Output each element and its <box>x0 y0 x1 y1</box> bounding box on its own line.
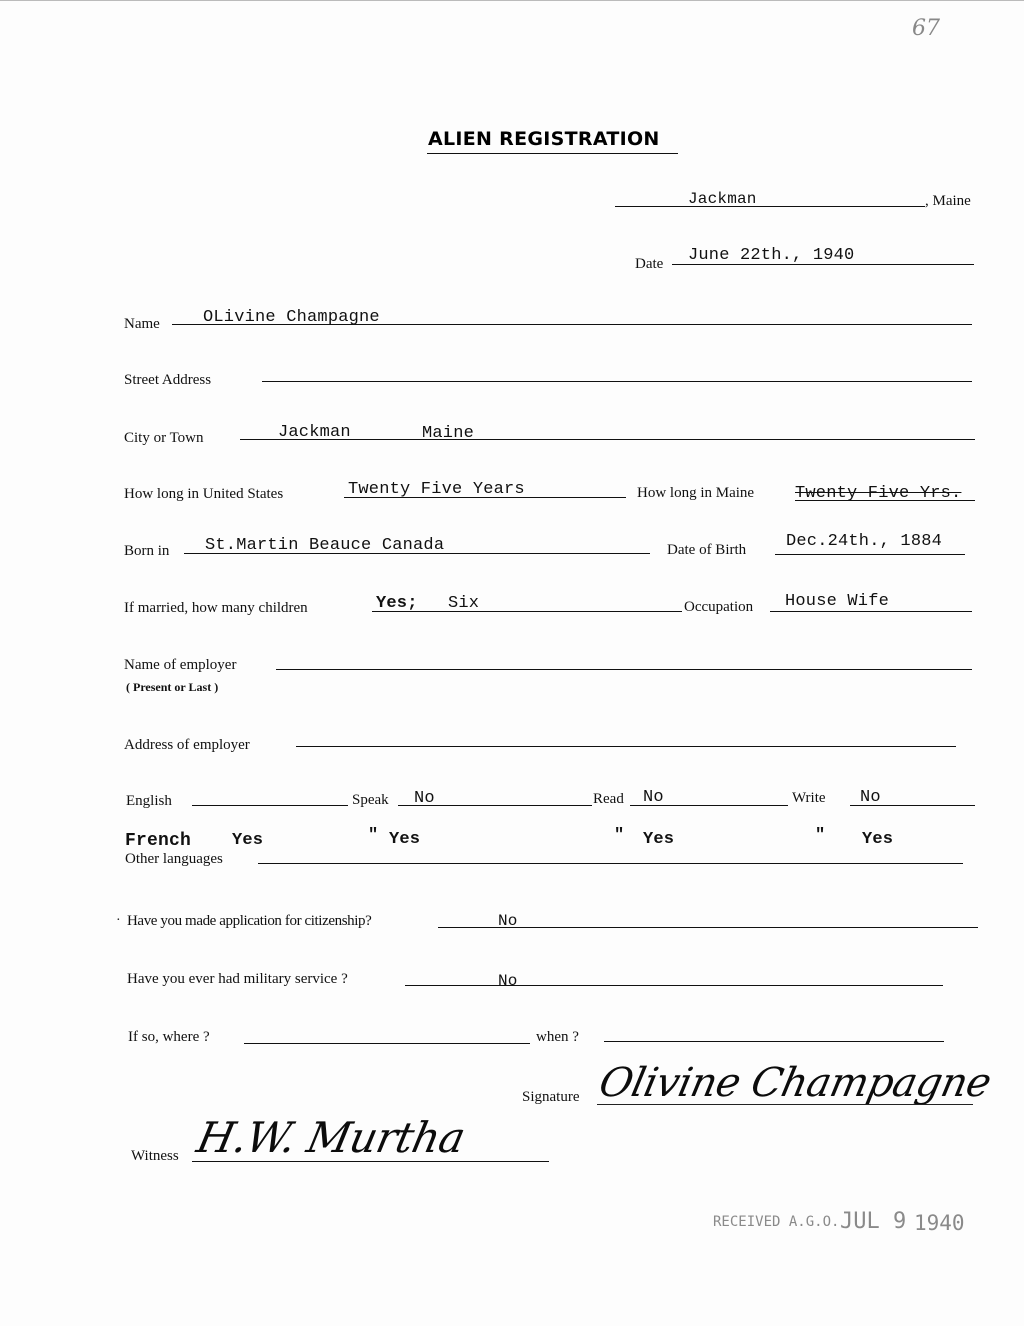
born-in-line <box>184 553 650 554</box>
employer-address-label: Address of employer <box>124 737 250 753</box>
employer-name-label: Name of employer <box>124 657 237 673</box>
born-in-label: Born in <box>124 543 170 559</box>
military-line <box>405 985 943 986</box>
witness-line <box>192 1161 549 1162</box>
how-long-us-value: Twenty Five Years <box>348 480 525 499</box>
when-line <box>604 1041 944 1042</box>
how-long-us-line <box>344 497 626 498</box>
date-of-birth-label: Date of Birth <box>667 542 747 558</box>
signature-value: Olivine Champagne <box>595 1060 995 1106</box>
employer-address-line <box>296 746 956 747</box>
read-line <box>630 805 788 806</box>
married-yes-value: Yes; <box>376 594 418 613</box>
location-state-label: , Maine <box>925 193 971 209</box>
french-speak-ditto: " <box>368 826 379 845</box>
english-speak-value: No <box>414 789 435 808</box>
military-value: No <box>498 972 518 990</box>
date-of-birth-value: Dec.24th., 1884 <box>786 532 943 551</box>
military-label: Have you ever had military service ? <box>127 971 348 987</box>
citizenship-label: Have you made application for citizenship? <box>127 913 372 929</box>
when-label: when ? <box>536 1029 579 1045</box>
street-address-label: Street Address <box>124 372 212 388</box>
how-long-maine-label: How long in Maine <box>637 485 755 501</box>
date-line <box>672 264 974 265</box>
how-long-maine-value: Twenty Five Yrs. <box>795 484 962 503</box>
born-in-value: St.Martin Beauce Canada <box>205 536 445 555</box>
how-long-us-label: How long in United States <box>124 486 284 502</box>
english-line <box>192 805 348 806</box>
french-value: Yes <box>232 831 264 850</box>
name-line <box>172 324 972 325</box>
french-write-value: Yes <box>862 830 894 849</box>
french-speak-value: Yes <box>389 830 421 849</box>
date-value: June 22th., 1940 <box>688 246 855 265</box>
write-label: Write <box>792 790 826 806</box>
read-label: Read <box>593 791 624 807</box>
how-long-maine-line <box>795 500 975 501</box>
english-read-value: No <box>643 788 664 807</box>
speak-line <box>398 805 592 806</box>
married-children-label: If married, how many children <box>124 600 308 616</box>
city-town-line <box>240 439 975 440</box>
other-languages-label: Other languages <box>125 851 223 867</box>
french-language-value: French <box>125 831 192 851</box>
name-label: Name <box>124 316 160 332</box>
french-read-ditto: " <box>614 826 625 845</box>
date-label: Date <box>635 256 664 272</box>
other-languages-line <box>258 863 963 864</box>
form-title: ALIEN REGISTRATION <box>428 128 660 150</box>
location-town-value: Jackman <box>688 190 757 208</box>
page-top-edge <box>0 0 1024 5</box>
if-so-where-line <box>244 1043 530 1044</box>
employer-name-line <box>276 669 972 670</box>
employer-present-or-last-note: ( Present or Last ) <box>126 680 219 694</box>
street-address-line <box>262 381 972 382</box>
french-write-ditto: " <box>815 826 826 845</box>
occupation-line <box>770 611 972 612</box>
corner-page-number: 67 <box>912 16 940 41</box>
citizenship-value: No <box>498 912 518 930</box>
occupation-label: Occupation <box>684 599 754 615</box>
state-value: Maine <box>422 424 475 443</box>
citizenship-line <box>438 927 978 928</box>
witness-signature-value: H.W. Murtha <box>192 1113 470 1162</box>
if-so-where-label: If so, where ? <box>128 1029 210 1045</box>
write-line <box>850 805 975 806</box>
speak-label: Speak <box>352 792 389 808</box>
received-stamp-prefix: RECEIVED A.G.O. <box>713 1214 840 1230</box>
citizenship-bullet: · <box>116 913 121 928</box>
location-line <box>615 206 925 207</box>
english-write-value: No <box>860 788 881 807</box>
signature-label: Signature <box>522 1089 580 1105</box>
signature-line <box>597 1104 973 1105</box>
city-town-label: City or Town <box>124 430 204 446</box>
witness-label: Witness <box>131 1148 179 1164</box>
city-value: Jackman <box>278 423 351 442</box>
children-count-value: Six <box>448 594 480 613</box>
occupation-value: House Wife <box>785 592 890 611</box>
english-label: English <box>126 793 172 809</box>
married-line <box>372 611 682 612</box>
received-stamp-date: JUL 9 <box>840 1209 907 1234</box>
date-of-birth-line <box>775 554 965 555</box>
french-read-value: Yes <box>643 830 675 849</box>
name-value: OLivine Champagne <box>203 308 380 327</box>
received-stamp-year: 1940 <box>914 1211 965 1235</box>
title-underline <box>427 153 678 154</box>
